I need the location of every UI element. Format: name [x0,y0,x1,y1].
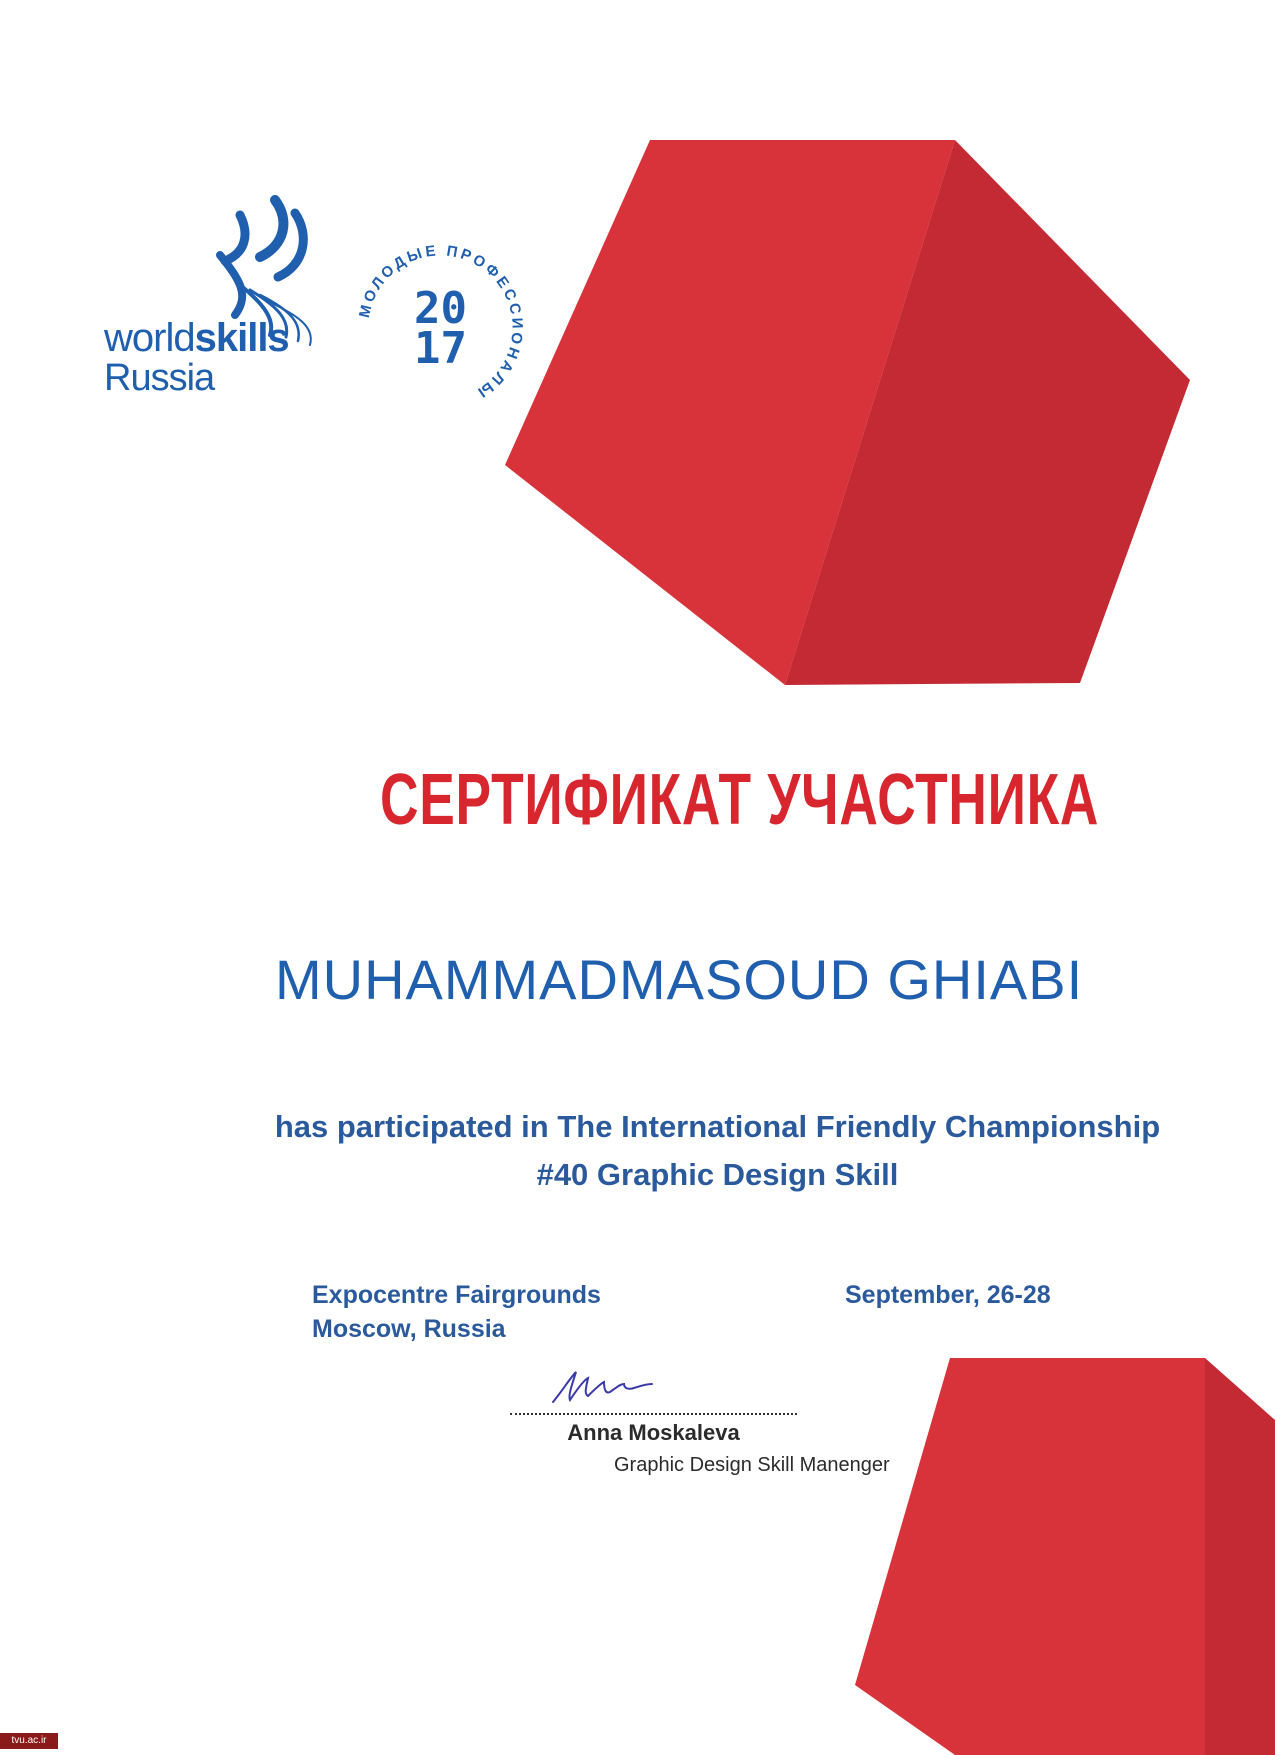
description-line-2: #40 Graphic Design Skill [536,1157,899,1192]
participant-name: MUHAMMADMASOUD GHIABI [275,948,1084,1011]
footer-watermark: tvu.ac.ir [0,1733,58,1749]
young-professionals-badge [348,235,533,420]
event-dates: September, 26-28 [845,1281,1051,1309]
venue-line-1: Expocentre Fairgrounds [312,1281,601,1309]
description-line-1: has participated in The International Friendly Championship [274,1109,1161,1144]
signer-name: Anna Moskaleva [567,1420,740,1445]
badge-ring-text: МОЛОДЫЕ ПРОФЕССИОНАЛЫ [356,242,526,403]
certificate-title: СЕРТИФИКАТ УЧАСТНИКА [380,760,1100,840]
worldskills-word-bold: skills [194,316,289,360]
signature-line [510,1413,797,1415]
worldskills-word-light: world [104,316,195,360]
badge-year-top: 20 [414,283,467,334]
worldskills-wordmark [104,318,289,358]
badge-year-bottom: 17 [414,323,467,374]
signer-role: Graphic Design Skill Manenger [614,1454,890,1476]
signature-icon [548,1360,668,1410]
small-cube-side [1205,1358,1275,1755]
worldskills-country: Russia [104,357,215,399]
venue-line-2: Moscow, Russia [312,1315,506,1343]
small-cube-front [855,1358,1205,1755]
